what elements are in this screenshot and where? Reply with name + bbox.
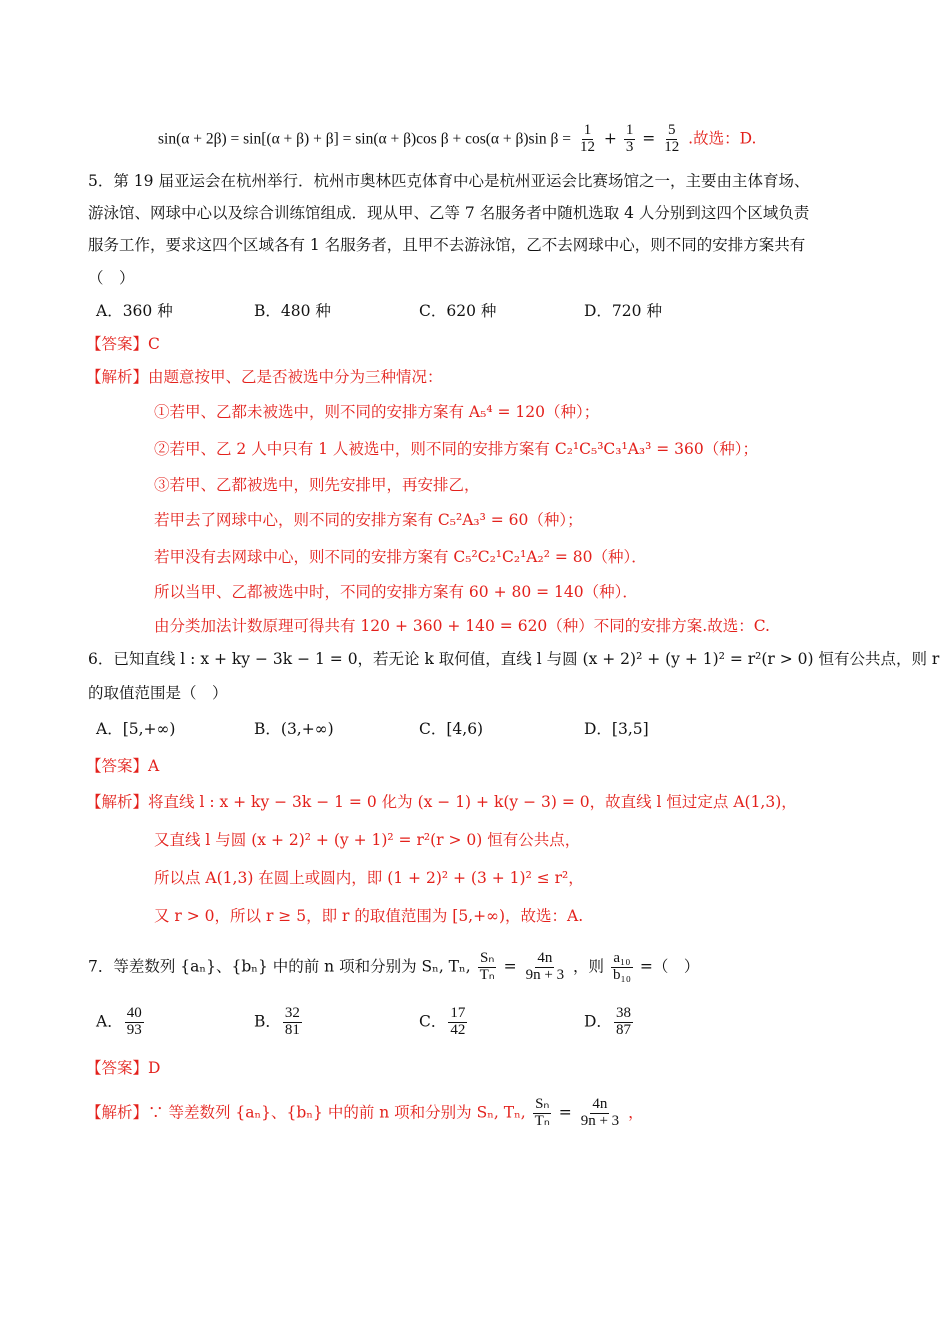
q6-analysis-row-1: 又直线 l 与圆 (x + 2)² + (y + 1)² = r²(r > 0) 恒有公共点， (154, 831, 581, 849)
q5-analysis-row-2: ②若甲、乙 2 人中只有 1 人被选中，则不同的安排方案有 C₂¹C₅³C₃¹A₃³ = 360（种）； (154, 440, 759, 458)
fraction: $\frac{\text{a₁₀}}{\text{b₁₀}}$ (612, 950, 631, 983)
analysis-label: 【解析】 (86, 793, 149, 811)
fraction: $\frac{17}{42}$ (450, 1005, 466, 1038)
q7-option-c (419, 1006, 469, 1039)
q6-answer: 【答案】A (86, 757, 160, 775)
q5-option-c: C．620 种 (419, 302, 497, 320)
option-label: B． (254, 1012, 281, 1031)
q5-analysis-row-5: 若甲没有去网球中心，则不同的安排方案有 C₅²C₂¹C₂¹A₂² = 80（种）． (154, 548, 647, 566)
analysis-label: 【解析】 (86, 368, 149, 386)
q5-line-1: 5．第 19 届亚运会在杭州举行．杭州市奥林匹克体育中心是杭州亚运会比赛场馆之一，主要由主体育场、 (88, 172, 810, 190)
q6-option-d: D．[3,5] (584, 720, 649, 738)
plus-sign: + (603, 129, 617, 148)
fraction: $\frac{5}{12}$ (664, 122, 680, 155)
equals-sign: = (642, 129, 656, 148)
q5-option-b: B．480 种 (254, 302, 331, 320)
fraction: $\frac{\text{Sₙ}}{\text{Tₙ}}$ (479, 950, 495, 983)
q5-line-3: 服务工作，要求这四个区域各有 1 名服务者，且甲不去游泳馆，乙不去网球中心，则不同的安排方案共有 (88, 236, 806, 254)
q5-line-4: （ ） (88, 269, 135, 287)
q7-answer: 【答案】D (86, 1059, 161, 1077)
q5-analysis-row-0 (86, 365, 443, 389)
fraction: $\frac{40}{93}$ (126, 1005, 142, 1038)
q6-option-a: A．[5,+∞) (96, 720, 176, 738)
q6-option-c: C．[4,6) (419, 720, 484, 738)
q7-analysis-row-0 (86, 1097, 644, 1130)
q7-option-d (584, 1006, 635, 1039)
q6-analysis-row-3: 又 r > 0，所以 r ≥ 5，即 r 的取值范围为 [5,+∞)，故选：A. (154, 907, 584, 925)
analysis-label: 【解析】 (86, 1103, 149, 1122)
fraction: $\frac{4n}{9n + 3}$ (525, 950, 565, 983)
q6-analysis-row-0 (86, 790, 797, 814)
q5-line-2: 游泳馆、网球中心以及综合训练馆组成．现从甲、乙等 7 名服务者中随机选取 4 人分别到这四个区域负责 (88, 204, 810, 222)
q6-analysis-row-2: 所以点 A(1,3) 在圆上或圆内，即 (1 + 2)² + (3 + 1)² ≤ r²， (154, 869, 584, 887)
analysis-text: ∵ 等差数列 {aₙ}、{bₙ} 中的前 n 项和分别为 Sₙ, Tₙ, (148, 1103, 526, 1122)
q5-analysis-row-4: 若甲去了网球中心，则不同的安排方案有 C₅²A₃³ = 60（种）； (154, 511, 583, 529)
analysis-suffix: ， (628, 1103, 644, 1122)
q7-stem-prefix: 7．等差数列 {aₙ}、{bₙ} 中的前 n 项和分别为 Sₙ, Tₙ, (88, 957, 471, 976)
analysis-text: 由题意按甲、乙是否被选中分为三种情况： (148, 368, 443, 386)
choose-answer-text: .故选：D. (688, 129, 757, 148)
q7-stem-mid: ，则 (573, 957, 605, 976)
equals-sign: = (503, 957, 517, 976)
q6-line-2: 的取值范围是（ ） (88, 684, 228, 702)
q7-stem-suffix: =（ ） (639, 957, 700, 976)
fraction: $\frac{38}{87}$ (615, 1005, 631, 1038)
previous-solution-formula (158, 123, 756, 156)
fraction: $\frac{32}{81}$ (284, 1005, 300, 1038)
fraction: $\frac{1}{3}$ (625, 122, 634, 155)
option-label: A． (96, 1012, 123, 1031)
q5-analysis-row-7: 由分类加法计数原理可得共有 120 + 360 + 140 = 620（种）不同的安排方案.故选：C. (154, 617, 770, 635)
fraction: $\frac{1}{12}$ (579, 122, 595, 155)
q7-option-b (254, 1006, 304, 1039)
q5-answer: 【答案】C (86, 335, 160, 353)
option-label: D． (584, 1012, 612, 1031)
q7-option-a (96, 1006, 146, 1039)
fraction: $\frac{4n}{9n + 3}$ (580, 1096, 620, 1129)
equals-sign: = (558, 1103, 572, 1122)
q5-option-a: A．360 种 (96, 302, 173, 320)
q5-analysis-row-1: ①若甲、乙都未被选中，则不同的安排方案有 A₅⁴ = 120（种）； (154, 403, 600, 421)
q6-line-1: 6．已知直线 l : x + ky − 3k − 1 = 0，若无论 k 取何值，直线 l 与圆 (x + 2)² + (y + 1)² = r²(r > 0) 恒有公共点，则 r (88, 650, 940, 668)
q7-stem (88, 951, 699, 984)
q5-analysis-row-6: 所以当甲、乙都被选中时，不同的安排方案有 60 + 80 = 140（种）． (154, 583, 638, 601)
q5-option-d: D．720 种 (584, 302, 662, 320)
q5-analysis-row-3: ③若甲、乙都被选中，则先安排甲，再安排乙， (154, 476, 480, 494)
fraction: $\frac{\text{Sₙ}}{\text{Tₙ}}$ (534, 1096, 550, 1129)
q6-option-b: B．(3,+∞) (254, 720, 334, 738)
formula-lhs: sin(α + 2β) = sin[(α + β) + β] = sin(α + β)cos β + cos(α + β)sin β = (158, 130, 572, 148)
option-label: C． (419, 1012, 447, 1031)
analysis-text: 将直线 l : x + ky − 3k − 1 = 0 化为 (x − 1) + k(y − 3) = 0，故直线 l 恒过定点 A(1,3)， (148, 793, 797, 811)
